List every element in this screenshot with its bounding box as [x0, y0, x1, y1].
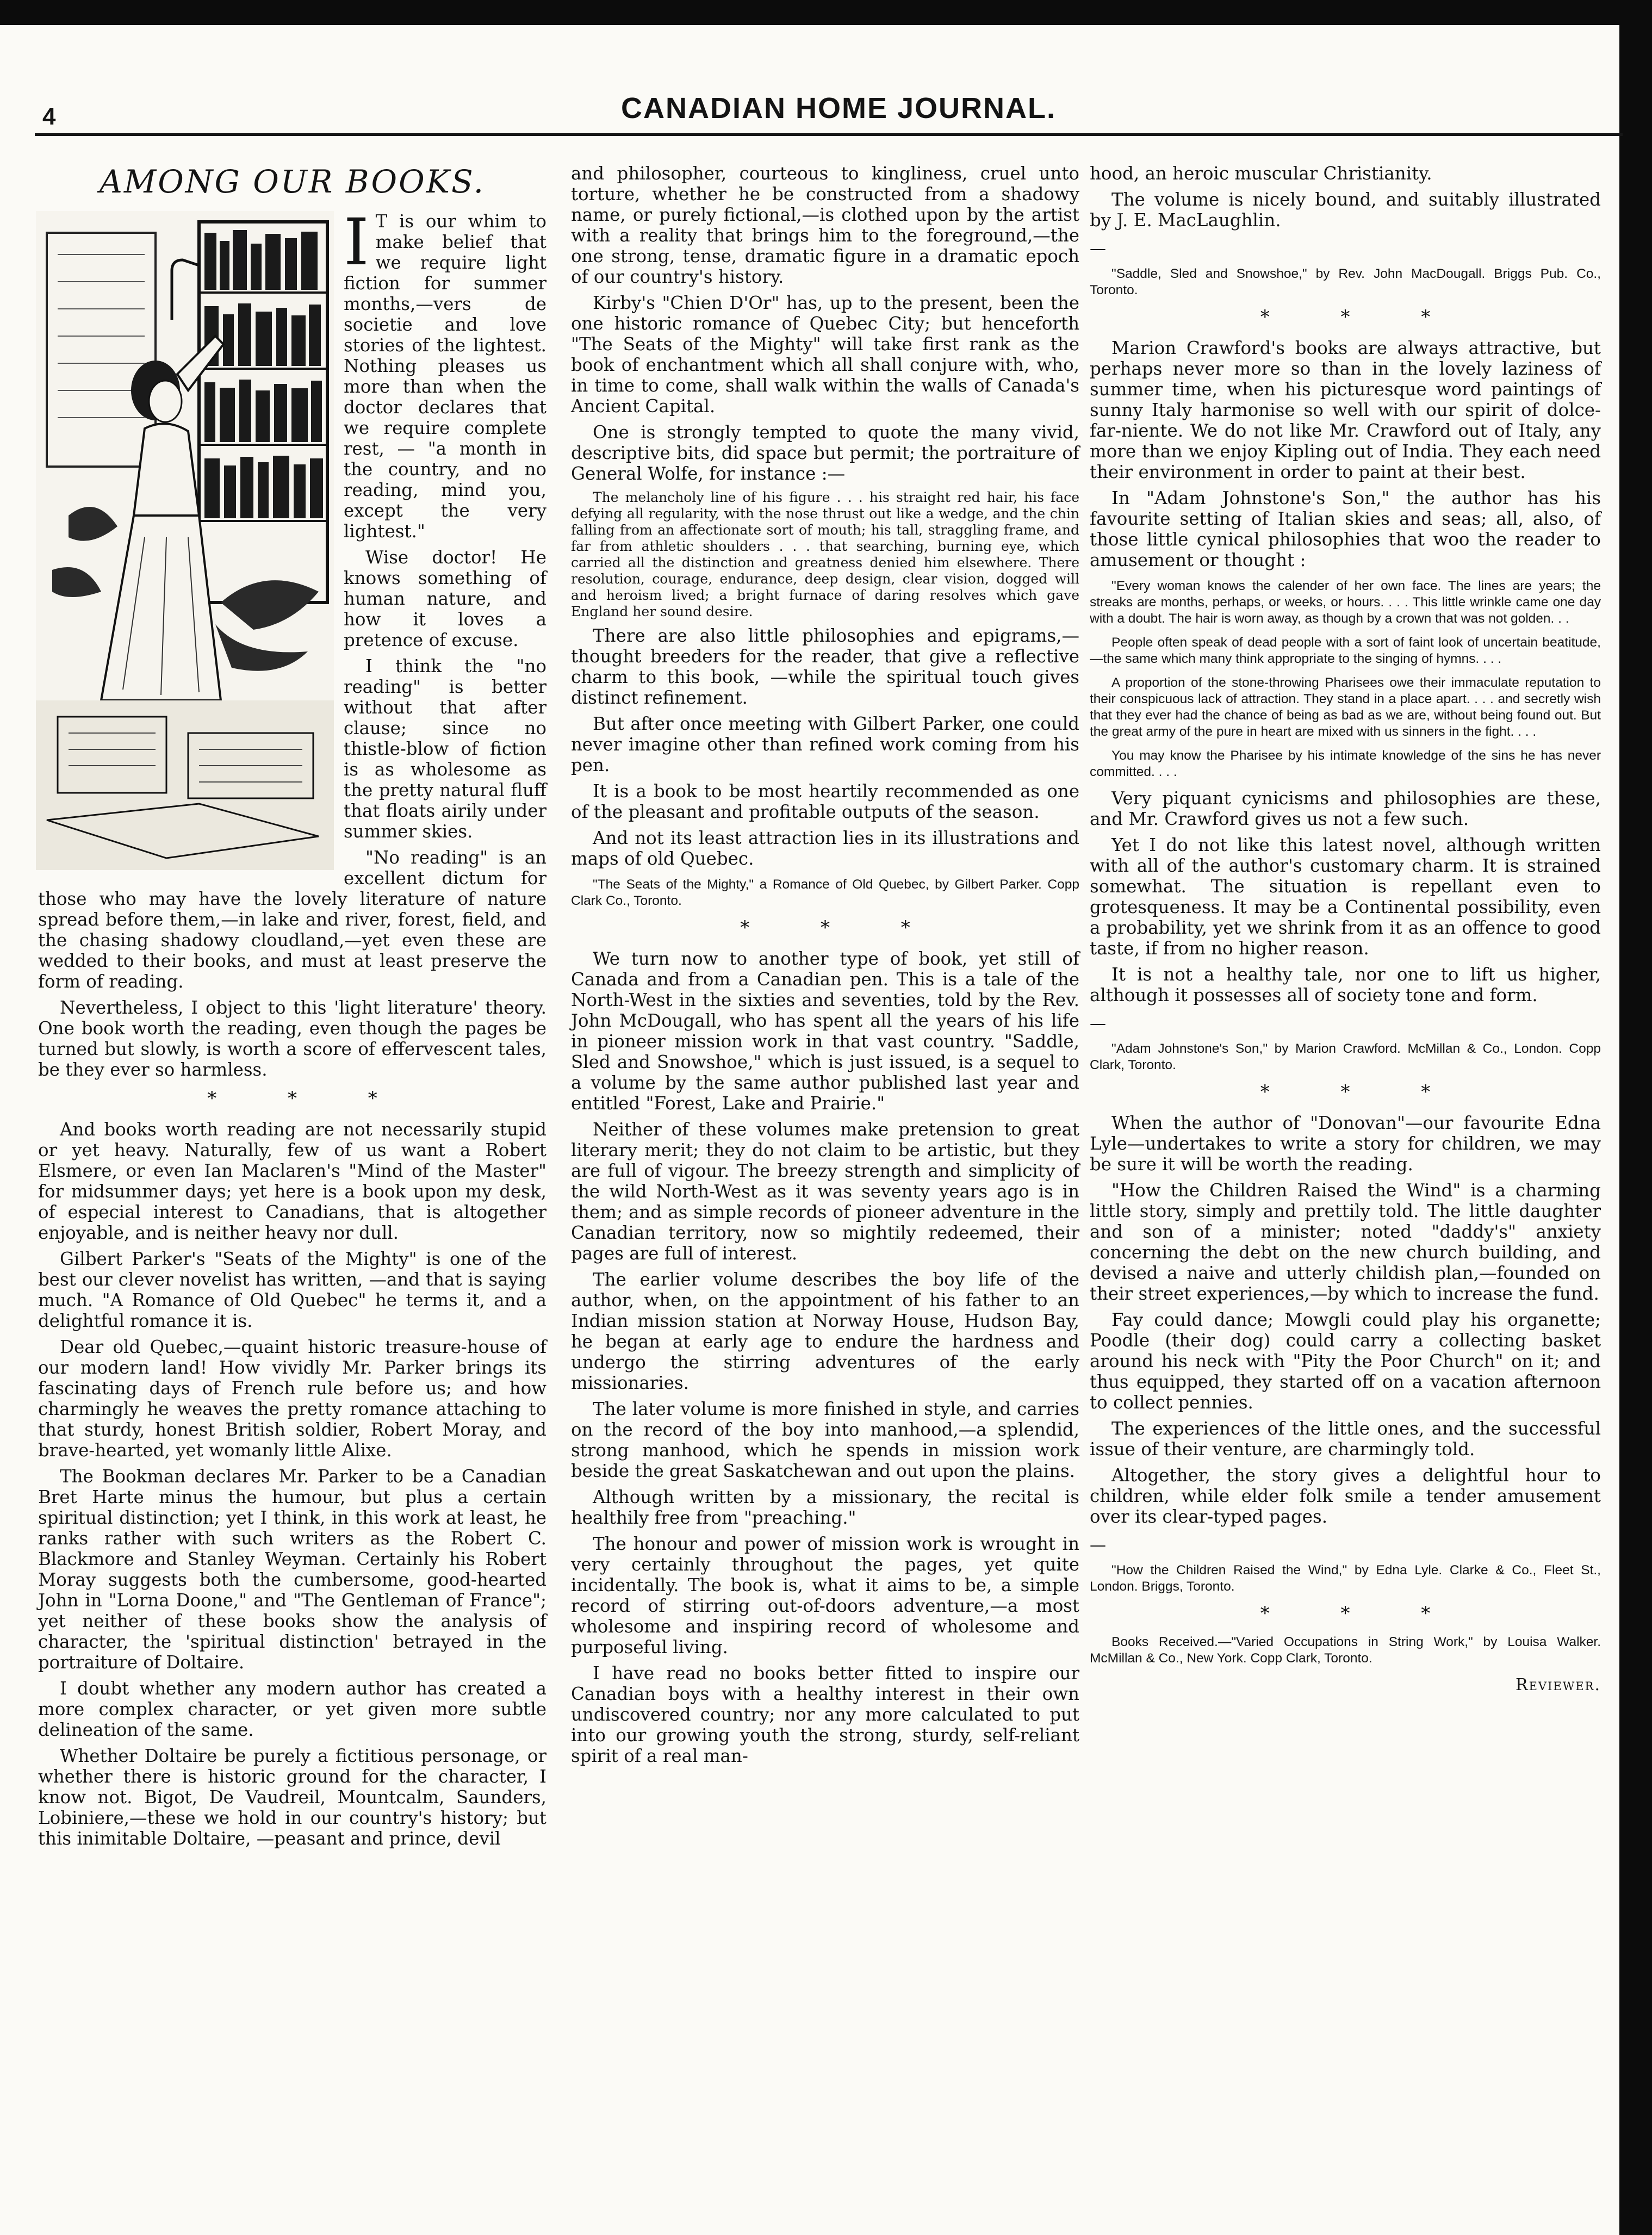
paragraph: I have read no books better fitted to inspire our Canadian boys with a healthy interest in their own undiscovered country; nor any more calculated to put into our growing youth the strong, sturdy, self-reliant spirit of a real man- [571, 1663, 1079, 1766]
paragraph: The volume is nicely bound, and suitably illustrated by J. E. MacLaughlin. [1090, 189, 1601, 231]
paragraph: Whether Doltaire be purely a fictitious personage, or whether there is historic ground for the character, I know not. Bigot, De Vaudreil, Mountcalm, Saunders, Lobiniere,—these we hold in our country's history; but this inimitable Doltaire, —peasant and prince, devil [38, 1746, 546, 1849]
paragraph: "No reading" is an excellent dictum for those who may have the lovely literature of nature spread before them,—in lake and river, forest, field, and the chasing shadowy cloudland,—yet even these are wedded to their books, and must at least preserve the form of reading. [38, 847, 546, 992]
paragraph: Although written by a missionary, the recital is healthily free from "preaching." [571, 1487, 1079, 1528]
column-2 [571, 163, 1079, 1772]
paragraph: Nevertheless, I object to this 'light literature' theory. One book worth the reading, even though the pages be turned but slowly, is worth a score of effervescent tales, be they ever so harmless. [38, 997, 546, 1080]
column-1 [38, 163, 546, 1854]
paragraph: There are also little philosophies and epigrams,—thought breeders for the reader, that give a reflective charm to this book, —while the spiritual touch gives distinct refinement. [571, 625, 1079, 708]
book-citation: "How the Children Raised the Wind," by Edna Lyle. Clarke & Co., Fleet St., London. Briggs, Toronto. [1090, 1563, 1601, 1594]
block-quote: You may know the Pharisee by his intimate knowledge of the sins he has never committed. . . . [1090, 748, 1601, 779]
section-divider: * * * [740, 917, 943, 939]
paragraph: Gilbert Parker's "Seats of the Mighty" is one of the best our clever novelist has written, —and that is saying much. "A Romance of Old Quebec" he terms it, and a delightful romance it is. [38, 1249, 546, 1331]
paragraph: The later volume is more finished in style, and carries on the record of the boy into manhood,—a splendid, strong manhood, which he spends in mission work beside the great Saskatchewan and out upon the plains. [571, 1399, 1079, 1481]
paragraph: We turn now to another type of book, yet still of Canada and from a Canadian pen. This is a tale of the North-West in the sixties and seventies, told by the Rev. John McDougall, who has spent all the years of his life in pioneer mission work in that vast country. "Saddle, Sled and Snowshoe," which is just issued, is a sequel to a volume by the same author published last year and entitled "Forest, Lake and Prairie." [571, 948, 1079, 1114]
section-divider: * * * [1260, 306, 1463, 328]
paragraph: Wise doctor! He knows something of human nature, and how it loves a pretence of excuse. [344, 547, 546, 650]
paragraph: Neither of these volumes make pretension to great literary merit; they do not claim to be artistic, but they are full of vigour. The breezy strength and simplicity of the wild North-West as it was seventy years ago is in them; and as simple records of pioneer adventure in the Canadian territory, now so mightily redeemed, their pages are full of interest. [571, 1119, 1079, 1264]
paragraph: When the author of "Donovan"—our favourite Edna Lyle—undertakes to write a story for children, we may be sure it will be worth the reading. [1090, 1113, 1601, 1175]
paragraph: And books worth reading are not necessarily stupid or yet heavy. Naturally, few of us want a Robert Elsmere, or even Ian Maclaren's "Mind of the Master" for midsummer days; yet here is a book upon my desk, of especial interest to Canadians, that is altogether enjoyable, and is neither heavy nor dull. [38, 1119, 546, 1243]
scan-right-border [1619, 0, 1652, 2235]
paragraph: Altogether, the story gives a delightful hour to children, while elder folk smile a tender amusement over its clear-typed pages. [1090, 1465, 1601, 1527]
paragraph: hood, an heroic muscular Christianity. [1090, 163, 1432, 184]
woman-at-bookshelf-illustration [36, 211, 334, 870]
book-citation: "Saddle, Sled and Snowshoe," by Rev. John MacDougall. Briggs Pub. Co., Toronto. [1090, 266, 1601, 297]
paragraph: "How the Children Raised the Wind" is a charming little story, simply and prettily told. The little daughter and son of a minister; noted "daddy's" anxiety concerning the debt on the new church building, and devised a naive and utterly childish plan,—founded on their street experiences,—by which to increase the fund. [1090, 1180, 1601, 1304]
paragraph: The earlier volume describes the boy life of the author, when, on the appointment of his father to an Indian mission station at Norway House, Hudson Bay, he began at early age to endure the hardness and undergo the stirring adventures of the early missionaries. [571, 1269, 1079, 1393]
scan-top-border [0, 0, 1652, 25]
paragraph: In "Adam Johnstone's Son," the author has his favourite setting of Italian skies and seas; all, also, of those little cynical philosophies that woo the reader to amusement or thought : [1090, 488, 1601, 570]
paragraph: And not its least attraction lies in its illustrations and maps of old Quebec. [571, 828, 1079, 869]
section-divider: * * * [1260, 1081, 1463, 1103]
section-title: AMONG OUR BOOKS. [99, 163, 486, 200]
books-received-note: Books Received.—"Varied Occupations in String Work," by Louisa Walker. McMillan & Co., New York. Copp Clark, Toronto. [1090, 1635, 1601, 1666]
paragraph: I doubt whether any modern author has created a more complex character, or yet given more subtle delineation of the same. [38, 1678, 546, 1740]
paragraph: Fay could dance; Mowgli could play his organette; Poodle (their dog) could carry a collecting basket around his neck with "Pity the Poor Church" on it; and thus equipped, they started off on a vacation afternoon to collect pennies. [1090, 1309, 1601, 1413]
paragraph: The honour and power of mission work is wrought in very certainly throughout the pages, yet quite incidentally. The book is, what it aims to be, a simple record of stirring out-of-doors adventure,—a most wholesome and inspiring record of wholesome and purposeful living. [571, 1534, 1079, 1657]
paragraph: and philosopher, courteous to kingliness, cruel unto torture, whether he be constructed from a shadowy name, or purely fictional,—is clothed upon by the artist with a reality that brings him to the foreground,—the one strong, tense, dramatic figure in a dramatic epoch of our country's history. [571, 163, 1079, 287]
block-quote: A proportion of the stone-throwing Pharisees owe their immaculate reputation to their conspicuous lack of attraction. They stand in a place apart. . . . and secretly wish that they ever had the chance of being as bad as we are, without being found out. But the great army of the pure in heart are mixed with us sinners in the fight. . . . [1090, 675, 1601, 739]
header-rule [35, 133, 1623, 136]
dash-divider: — [1090, 1014, 1106, 1033]
paragraph: One is strongly tempted to quote the many vivid, descriptive bits, did space but permit; the portraiture of General Wolfe, for instance :— [571, 422, 1079, 484]
page-number: 4 [42, 103, 56, 130]
drop-cap: I [344, 204, 369, 280]
illustration-svg [36, 211, 334, 870]
block-quote: "Every woman knows the calender of her own face. The lines are years; the streaks are months, perhaps, or weeks, or hours. . . . This little wrinkle came one day with a doubt. The hair is worn away, as though by a crown that was not golden. . . [1090, 579, 1601, 626]
book-citation: "The Seats of the Mighty," a Romance of Old Quebec, by Gilbert Parker. Copp Clark Co., Toronto. [571, 877, 1079, 908]
paragraph: Kirby's "Chien D'Or" has, up to the present, been the one historic romance of Quebec City; but henceforth "The Seats of the Mighty" will take first rank as the book of enchantment which all shall conjure with, who, in time to come, shall walk within the walls of Canada's Ancient Capital. [571, 293, 1079, 417]
reviewer-signature: Reviewer. [1516, 1675, 1601, 1694]
paragraph: Very piquant cynicisms and philosophies are these, and Mr. Crawford gives us not a few such. [1090, 788, 1601, 829]
book-citation: "Adam Johnstone's Son," by Marion Crawford. McMillan & Co., London. Copp Clark, Toronto. [1090, 1041, 1601, 1072]
paragraph: The experiences of the little ones, and the successful issue of their venture, are charmingly told. [1090, 1418, 1601, 1460]
block-quote: The melancholy line of his figure . . . his straight red hair, his face defying all regularity, with the nose thrust out like a wedge, and the chin falling from an affectionate sort of mouth; his tall, straggling frame, and far from athletic shoulders . . . that searching, burning eye, which carried all the distinction and greatness denied him elsewhere. There resolution, courage, endurance, deep design, clear vision, dogged will and heroism lived; a bright furnace of daring resolves which gave England her sound desire. [571, 489, 1079, 619]
section-divider: * * * [1260, 1603, 1463, 1624]
paragraph: Yet I do not like this latest novel, although written with all of the author's customary charm. It is strained somewhat. The situation is repellant even to grotesqueness. It may be a Continental possibility, even a probability, yet we shrink from it as an offence to good taste, if from no higher reason. [1090, 835, 1601, 959]
dash-divider: — [1090, 1536, 1106, 1555]
paragraph: I think the "no reading" is better without that after clause; since no thistle-blow of fiction is as wholesome as the pretty natural fluff that floats airily under summer skies. [344, 656, 546, 842]
column-3 [1090, 163, 1601, 1694]
paragraph: T is our whim to make belief that we require light fiction for summer months,—vers de societie and love stories of the lightest. Nothing pleases us more than when the doctor declares that we require complete rest, — "a month in the country, and no reading, mind you, except the very lightest." [344, 211, 546, 542]
paragraph: Marion Crawford's books are always attractive, but perhaps never more so than in the lovely laziness of summer time, when his picturesque word paintings of sunny Italy harmonise so well with our spirit of dolce-far-niente. We do not like Mr. Crawford out of Italy, any more than we enjoy Kipling out of India. They each need their environment in order to paint at their best. [1090, 338, 1601, 482]
paragraph: But after once meeting with Gilbert Parker, one could never imagine other than refined work coming from his pen. [571, 713, 1079, 775]
block-quote: People often speak of dead people with a sort of faint look of uncertain beatitude,—the same which many think appropriate to the singing of hymns. . . . [1090, 635, 1601, 666]
paragraph: Dear old Quebec,—quaint historic treasure-house of our modern land! How vividly Mr. Parker brings its fascinating days of French rule before us; and how charmingly he weaves the pretty romance attaching to that sturdy, honest British soldier, Robert Moray, and brave-hearted, yet womanly little Alixe. [38, 1337, 546, 1461]
paragraph: It is not a healthy tale, nor one to lift us higher, although it possesses all of society tone and form. [1090, 964, 1601, 1005]
paragraph: The Bookman declares Mr. Parker to be a Canadian Bret Harte minus the humour, but plus a certain spiritual distinction; yet I think, in this work at least, he ranks rather with such writers as the Robert C. Blackmore and Stanley Weyman. Certainly his Robert Moray suggests both the cumbersome, good-hearted John in "Lorna Doone," and "The Gentleman of France"; yet neither of these books show the analysis of character, the 'spiritual distinction' betrayed in the portraiture of Doltaire. [38, 1466, 546, 1673]
journal-title: CANADIAN HOME JOURNAL. [621, 92, 1056, 125]
dash-divider: — [1090, 239, 1106, 258]
section-divider: * * * [207, 1088, 410, 1109]
paragraph: It is a book to be most heartily recommended as one of the pleasant and profitable outputs of the season. [571, 781, 1079, 822]
